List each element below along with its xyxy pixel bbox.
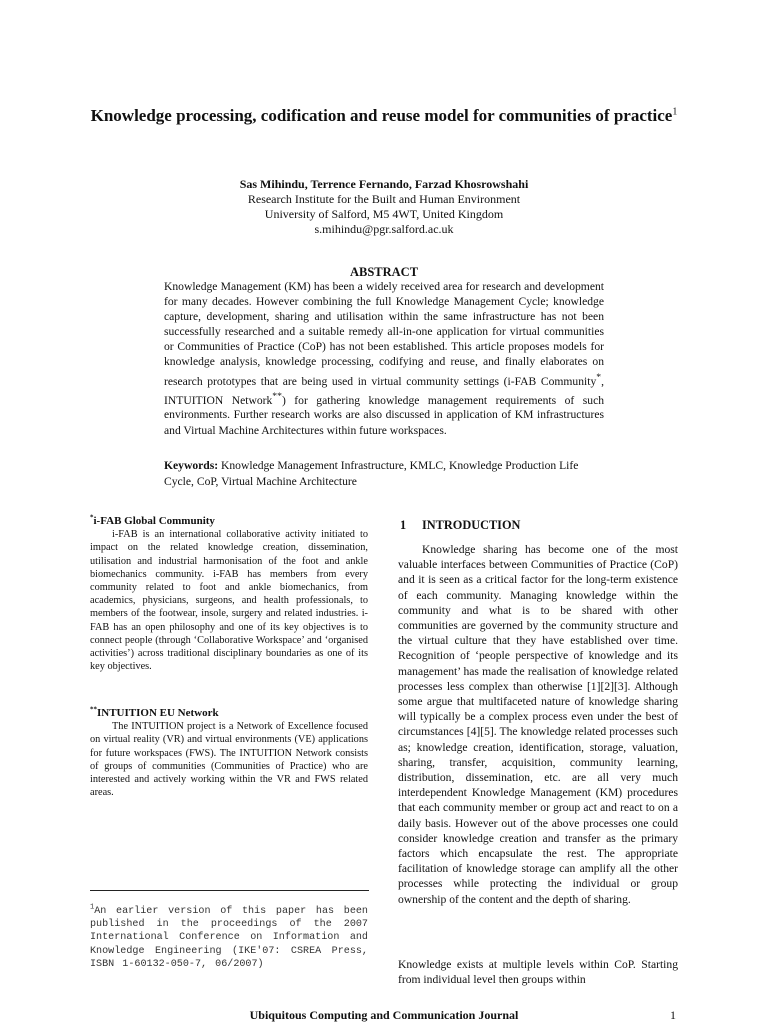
paper-footnote (90, 905, 368, 971)
ifab-footnote-block (90, 515, 368, 673)
author-list: Sas Mihindu, Terrence Fernando, Farzad Khosrowshahi (239, 177, 529, 191)
title-footnote-marker: 1 (672, 106, 678, 118)
intuition-marker: ** (90, 705, 97, 714)
intuition-footnote-block (90, 707, 368, 799)
author-email: s.mihindu@pgr.salford.ac.uk (314, 222, 454, 236)
affiliation-institute: Research Institute for the Built and Human Environment (247, 192, 521, 206)
section-title: INTRODUCTION (422, 518, 521, 532)
intuition-heading (90, 707, 368, 720)
section-number: 1 (400, 518, 407, 532)
abstract-text-part2: , INTUITION Network (164, 374, 604, 407)
ifab-heading (90, 515, 368, 528)
journal-footer: Ubiquitous Computing and Communication Journal (249, 1008, 519, 1022)
abstract-text-part1: Knowledge Management (KM) has been a widely received area for research and development for many decades. However combining the full Knowledge Management Cycle; knowledge capture, development, sharing and utilisation within the same infrastructure has not been successfully researched and a suitable remedy all-in-one application for virtual communities or Communities of Practice (CoP) has not been established. This article proposes models for knowledge analysis, knowledge processing, codifying and reuse, and finally elaborates on research prototypes that are being used in virtual community settings (i-FAB Community (164, 280, 604, 388)
intuition-heading-text: INTUITION EU Network (97, 707, 219, 719)
intro-body-continued (398, 957, 678, 987)
paper-title (90, 104, 678, 128)
ifab-marker: * (90, 513, 94, 522)
abstract-marker-ifab: * (596, 371, 602, 383)
footnote-text: An earlier version of this paper has been published in the proceedings of the 2007 International Conference on Information and Knowledge Engineering (IKE'07: CSREA Press, ISBN 1-60132-050-7, 06/2007) (90, 906, 368, 970)
keywords-text: Knowledge Management Infrastructure, KMLC, Knowledge Production Life Cycle, CoP, Virtual Machine Architecture (164, 459, 579, 488)
page-number: 1 (670, 1008, 676, 1022)
ifab-heading-text: i-FAB Global Community (93, 515, 215, 527)
intro-paragraph-1: Knowledge sharing has become one of the most valuable interfaces between Communities of Practice (CoP) and it is seen as a critical factor for the long-term existence of each community. Managing knowledge within the community and what is to be shared with other communities are governed by the community structure and the virtual culture that they have established over time. Recognition of ‘people perspective of knowledge and its management’ has made the realisation of knowledge related processes less complex than otherwise [1][2][3]. Although some argue that multifaceted nature of knowledge sharing will typically be a complex process even under the best of circumstances [4][5]. The knowledge related processes such as; knowledge creation, identification, storage, valuation, sharing, transfer, acquisition, community learning, distribution, dissemination, etc. are all very much interdependent Knowledge Management (KM) procedures that each community member or group act and react to on a daily basis. However out of the above processes one could consider knowledge creation and transfer as the primary factors which encapsulate the rest. The appropriate facilitation of knowledge storage can amplify all the other processes while protecting the individual or group ownership of the content and the depth of sharing. (398, 543, 678, 906)
ifab-body: i-FAB is an international collaborative activity initiated to impact on the related knowledge creation, dissemination, utilisation and industrial harmonisation of the foot and ankle biomechanics community. i-FAB has members from every community related to foot and ankle biomechanics, from academics, physicians, surgeons, and health professionals, to members of the footwear, insole, surgery and related industries. i-FAB has an open philosophy and one of its key objectives is to connect people (through ‘Collaborative Workspace’ and ‘organised activities’) across traditional disciplinary boundaries as one of its key objectives. (90, 529, 368, 673)
affiliation-address: University of Salford, M5 4WT, United Kingdom (264, 207, 504, 221)
footnote-marker: 1 (90, 903, 95, 912)
abstract-body (164, 279, 604, 438)
keywords (164, 458, 604, 490)
intro-body (398, 542, 678, 907)
abstract-text-part3: ) for gathering knowledge management requirements of such environments. Further research works are also discussed in application of KM infrastructures and Virtual Machine Architectures within future workspaces. (164, 393, 605, 437)
abstract-heading: ABSTRACT (349, 265, 419, 279)
section-heading (400, 518, 520, 533)
paper-title-text: Knowledge processing, codification and reuse model for communities of practice (90, 106, 673, 125)
intuition-body: The INTUITION project is a Network of Excellence focused on virtual reality (VR) and virtual environments (VE) applications for future workspaces (FWS). The INTUITION Network consists of groups of communities (Communities of Practice) who are interested and actively working within the VR and FWS related areas. (90, 721, 368, 799)
intro-paragraph-2: Knowledge exists at multiple levels within CoP. Starting from individual level then groups within (398, 958, 678, 987)
keywords-label: Keywords: (164, 459, 219, 472)
footnote-divider (90, 890, 369, 891)
abstract-marker-intuition: ** (272, 390, 282, 402)
